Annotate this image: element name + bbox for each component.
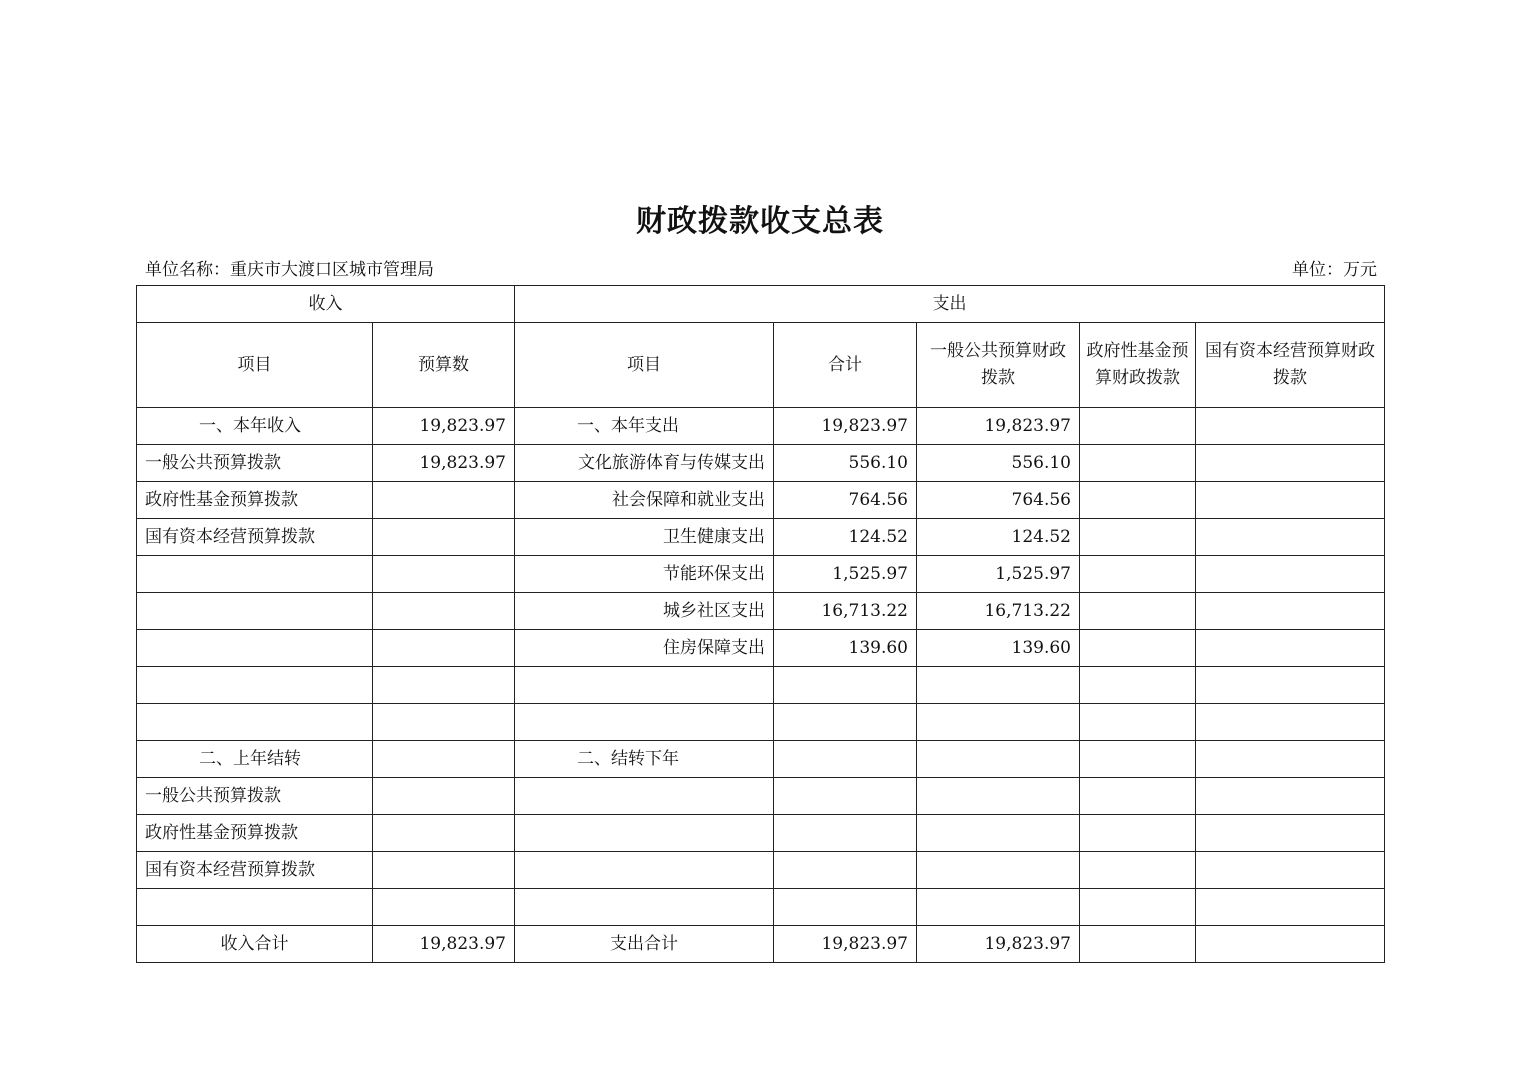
- state-capital-cell: [1196, 778, 1385, 815]
- page-title: 财政拨款收支总表: [636, 204, 884, 239]
- expense-item-cell: [515, 778, 774, 815]
- expense-item-cell: [515, 852, 774, 889]
- header-row-1: [137, 286, 1385, 323]
- total-cell: [774, 852, 917, 889]
- income-budget-cell: [373, 889, 515, 926]
- state-capital-cell: [1196, 815, 1385, 852]
- total-cell: [774, 704, 917, 741]
- table-row: [137, 778, 1385, 815]
- income-item-cell: [137, 556, 373, 593]
- general-budget-cell: 16,713.22: [917, 593, 1080, 630]
- general-budget-cell: [917, 889, 1080, 926]
- col-header-general-budget: 一般公共预算财政拨款: [917, 323, 1080, 408]
- col-header-gov-fund: 政府性基金预算财政拨款: [1080, 323, 1196, 408]
- general-budget-cell: [917, 815, 1080, 852]
- gov-fund-cell: [1080, 778, 1196, 815]
- income-total-label: 收入合计: [137, 926, 373, 963]
- income-budget-cell: [373, 593, 515, 630]
- income-budget-cell: 19,823.97: [373, 445, 515, 482]
- income-item-cell: 政府性基金预算拨款: [137, 815, 373, 852]
- gov-fund-cell: [1080, 519, 1196, 556]
- total-cell: 764.56: [774, 482, 917, 519]
- general-budget-cell: [917, 667, 1080, 704]
- expense-header: 支出: [515, 286, 1385, 323]
- expense-item-cell: [515, 667, 774, 704]
- income-budget-cell: [373, 482, 515, 519]
- gov-fund-cell: [1080, 852, 1196, 889]
- expense-item-cell: [515, 815, 774, 852]
- table-row: [137, 556, 1385, 593]
- total-cell: [774, 815, 917, 852]
- general-budget-total: 19,823.97: [917, 926, 1080, 963]
- state-capital-cell: [1196, 482, 1385, 519]
- table-row: [137, 519, 1385, 556]
- totals-row: [137, 926, 1385, 963]
- income-item-cell: [137, 593, 373, 630]
- gov-fund-cell: [1080, 556, 1196, 593]
- table-row: [137, 482, 1385, 519]
- finance-summary-table: [136, 285, 1385, 963]
- income-item-cell: [137, 667, 373, 704]
- gov-fund-cell: [1080, 593, 1196, 630]
- income-budget-cell: [373, 667, 515, 704]
- income-budget-cell: [373, 519, 515, 556]
- expense-item-cell: 节能环保支出: [515, 556, 774, 593]
- table-row: [137, 852, 1385, 889]
- state-capital-total: [1196, 926, 1385, 963]
- gov-fund-total: [1080, 926, 1196, 963]
- gov-fund-cell: [1080, 704, 1196, 741]
- income-item-cell: 一、本年收入: [137, 408, 373, 445]
- gov-fund-cell: [1080, 630, 1196, 667]
- col-header-state-capital: 国有资本经营预算财政拨款: [1196, 323, 1385, 408]
- state-capital-cell: [1196, 889, 1385, 926]
- expense-item-cell: 二、结转下年: [515, 741, 774, 778]
- total-cell: 124.52: [774, 519, 917, 556]
- table-row: [137, 815, 1385, 852]
- state-capital-cell: [1196, 408, 1385, 445]
- income-item-cell: [137, 704, 373, 741]
- unit-label: 单位：万元: [1292, 260, 1377, 280]
- general-budget-cell: 124.52: [917, 519, 1080, 556]
- state-capital-cell: [1196, 667, 1385, 704]
- income-item-cell: 国有资本经营预算拨款: [137, 519, 373, 556]
- general-budget-cell: 19,823.97: [917, 408, 1080, 445]
- state-capital-cell: [1196, 852, 1385, 889]
- income-budget-cell: [373, 852, 515, 889]
- col-header-expense-item: 项目: [515, 323, 774, 408]
- col-header-income-item: 项目: [137, 323, 373, 408]
- income-item-cell: 政府性基金预算拨款: [137, 482, 373, 519]
- income-item-cell: 一般公共预算拨款: [137, 445, 373, 482]
- expense-total-label: 支出合计: [515, 926, 774, 963]
- income-item-cell: 一般公共预算拨款: [137, 778, 373, 815]
- state-capital-cell: [1196, 556, 1385, 593]
- table-row: [137, 889, 1385, 926]
- total-cell: [774, 778, 917, 815]
- income-header: 收入: [137, 286, 515, 323]
- expense-item-cell: 城乡社区支出: [515, 593, 774, 630]
- total-cell: 139.60: [774, 630, 917, 667]
- general-budget-cell: [917, 704, 1080, 741]
- header-row-2: [137, 323, 1385, 408]
- table-row: [137, 741, 1385, 778]
- state-capital-cell: [1196, 741, 1385, 778]
- general-budget-cell: [917, 741, 1080, 778]
- table-row: [137, 704, 1385, 741]
- expense-item-cell: 卫生健康支出: [515, 519, 774, 556]
- gov-fund-cell: [1080, 482, 1196, 519]
- gov-fund-cell: [1080, 741, 1196, 778]
- total-cell: [774, 741, 917, 778]
- state-capital-cell: [1196, 519, 1385, 556]
- expense-total-value: 19,823.97: [774, 926, 917, 963]
- state-capital-cell: [1196, 593, 1385, 630]
- expense-item-cell: 文化旅游体育与传媒支出: [515, 445, 774, 482]
- general-budget-cell: [917, 852, 1080, 889]
- gov-fund-cell: [1080, 889, 1196, 926]
- col-header-total: 合计: [774, 323, 917, 408]
- general-budget-cell: 1,525.97: [917, 556, 1080, 593]
- income-budget-cell: [373, 556, 515, 593]
- general-budget-cell: 556.10: [917, 445, 1080, 482]
- table-row: [137, 445, 1385, 482]
- income-budget-cell: 19,823.97: [373, 408, 515, 445]
- gov-fund-cell: [1080, 667, 1196, 704]
- income-item-cell: 二、上年结转: [137, 741, 373, 778]
- table-row: [137, 593, 1385, 630]
- unit-name-label: 单位名称：重庆市大渡口区城市管理局: [145, 260, 434, 280]
- table-row: [137, 667, 1385, 704]
- income-budget-cell: [373, 704, 515, 741]
- total-cell: 19,823.97: [774, 408, 917, 445]
- income-item-cell: 国有资本经营预算拨款: [137, 852, 373, 889]
- general-budget-cell: 764.56: [917, 482, 1080, 519]
- gov-fund-cell: [1080, 408, 1196, 445]
- expense-item-cell: [515, 889, 774, 926]
- expense-item-cell: [515, 704, 774, 741]
- income-item-cell: [137, 889, 373, 926]
- expense-item-cell: 社会保障和就业支出: [515, 482, 774, 519]
- income-total-value: 19,823.97: [373, 926, 515, 963]
- income-budget-cell: [373, 630, 515, 667]
- gov-fund-cell: [1080, 815, 1196, 852]
- table-row: [137, 408, 1385, 445]
- total-cell: [774, 889, 917, 926]
- income-budget-cell: [373, 778, 515, 815]
- expense-item-cell: 住房保障支出: [515, 630, 774, 667]
- state-capital-cell: [1196, 704, 1385, 741]
- col-header-budget: 预算数: [373, 323, 515, 408]
- income-budget-cell: [373, 815, 515, 852]
- general-budget-cell: 139.60: [917, 630, 1080, 667]
- income-budget-cell: [373, 741, 515, 778]
- total-cell: 556.10: [774, 445, 917, 482]
- state-capital-cell: [1196, 445, 1385, 482]
- state-capital-cell: [1196, 630, 1385, 667]
- general-budget-cell: [917, 778, 1080, 815]
- total-cell: 1,525.97: [774, 556, 917, 593]
- total-cell: [774, 667, 917, 704]
- total-cell: 16,713.22: [774, 593, 917, 630]
- gov-fund-cell: [1080, 445, 1196, 482]
- income-item-cell: [137, 630, 373, 667]
- table-row: [137, 630, 1385, 667]
- expense-item-cell: 一、本年支出: [515, 408, 774, 445]
